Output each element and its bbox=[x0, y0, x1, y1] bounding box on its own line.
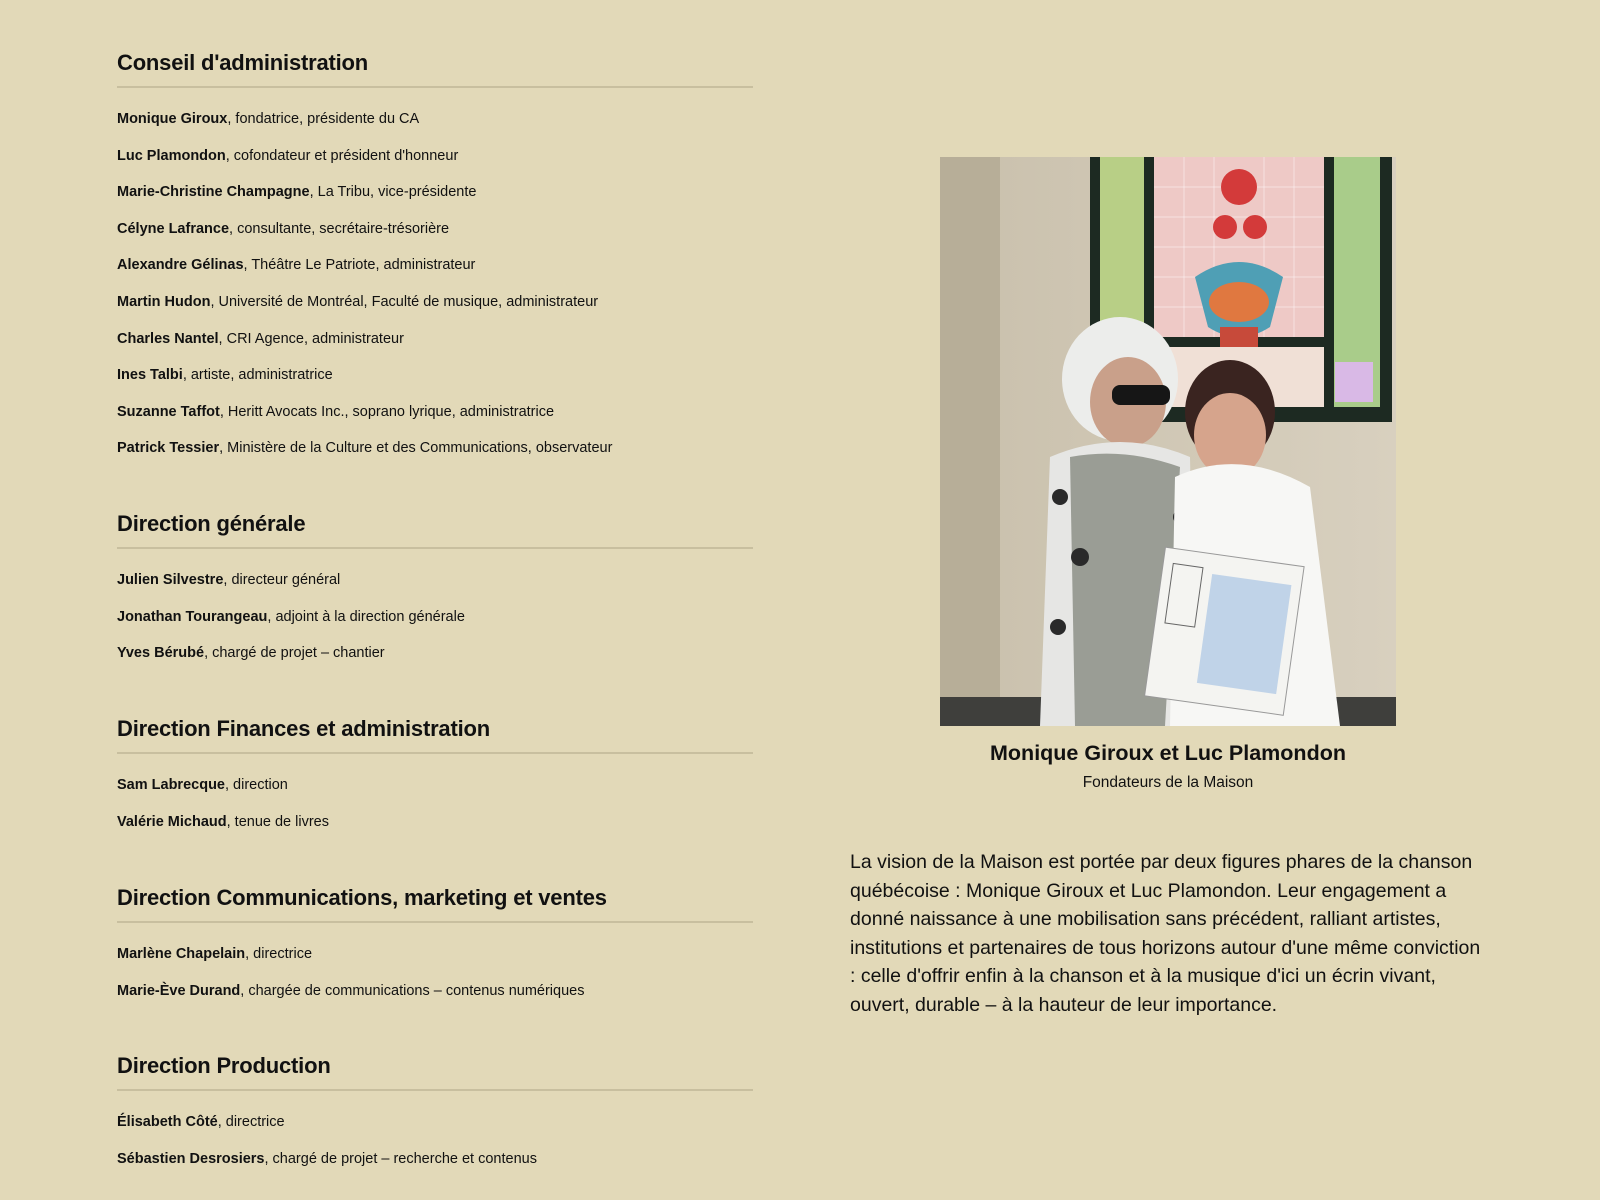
member-list bbox=[117, 767, 753, 840]
member-item bbox=[117, 247, 753, 284]
member-role: , Théâtre Le Patriote, administrateur bbox=[243, 257, 476, 274]
section-direction-communications bbox=[117, 885, 753, 1009]
member-item bbox=[117, 562, 753, 599]
member-role: , tenue de livres bbox=[226, 813, 329, 830]
member-item bbox=[117, 394, 753, 431]
member-name: Jonathan Tourangeau bbox=[117, 608, 268, 625]
member-role: , chargée de communications – contenus numériques bbox=[240, 982, 585, 999]
member-name: Yves Bérubé bbox=[117, 645, 205, 662]
section-direction-production bbox=[117, 1053, 753, 1177]
member-role: , chargé de projet – chantier bbox=[204, 645, 385, 662]
member-name: Alexandre Gélinas bbox=[117, 257, 244, 274]
section-title: Direction Finances et administration bbox=[117, 716, 753, 754]
member-item bbox=[117, 1104, 753, 1141]
member-item bbox=[117, 599, 753, 636]
section-title: Direction Production bbox=[117, 1053, 753, 1091]
photo-caption-role: Fondateurs de la Maison bbox=[1082, 774, 1254, 791]
member-name: Célyne Lafrance bbox=[117, 220, 230, 237]
member-role: , adjoint à la direction générale bbox=[267, 608, 465, 625]
member-name: Charles Nantel bbox=[117, 330, 219, 347]
member-item bbox=[117, 138, 753, 175]
member-list bbox=[117, 101, 753, 467]
member-name: Monique Giroux bbox=[117, 111, 228, 127]
member-name: Valérie Michaud bbox=[117, 813, 227, 830]
member-list bbox=[117, 936, 753, 1009]
section-direction-finances bbox=[117, 716, 753, 840]
member-item bbox=[117, 357, 753, 394]
member-list bbox=[117, 562, 753, 672]
member-name: Patrick Tessier bbox=[117, 440, 220, 457]
member-role: , direction bbox=[225, 777, 288, 793]
photo-caption-name: Monique Giroux et Luc Plamondon bbox=[990, 741, 1346, 765]
member-name: Martin Hudon bbox=[117, 293, 211, 310]
vision-paragraph: La vision de la Maison est portée par deux figures phares de la chanson québécoise : Monique Giroux et Luc Plamondon. Leur engagement a donné naissance à une mobilisation sans précédent, ralliant artistes, institutions et partenaires de tous horizons autour d'une même conviction : celle d'offrir enfin à la chanson et à la musique d'ici un écrin vivant, ouvert, durable – à la hauteur de leur importance. bbox=[850, 851, 1481, 1016]
member-role: , Université de Montréal, Faculté de musique, administrateur bbox=[210, 293, 599, 310]
section-direction-generale bbox=[117, 511, 753, 672]
member-item bbox=[117, 936, 753, 973]
member-role: , directeur général bbox=[223, 572, 341, 588]
member-item bbox=[117, 973, 753, 1010]
section-title: Conseil d'administration bbox=[117, 50, 753, 88]
member-role: , Ministère de la Culture et des Communications, observateur bbox=[219, 440, 613, 457]
member-role: , Heritt Avocats Inc., soprano lyrique, administratrice bbox=[219, 403, 555, 420]
member-item bbox=[117, 174, 753, 211]
founders-photo bbox=[940, 157, 1396, 726]
member-item bbox=[117, 430, 753, 467]
member-item bbox=[117, 804, 753, 841]
member-item bbox=[117, 767, 753, 804]
member-role: , directrice bbox=[245, 946, 313, 962]
member-role: , artiste, administratrice bbox=[182, 367, 333, 384]
member-role: , chargé de projet – recherche et contenus bbox=[264, 1150, 537, 1167]
member-list bbox=[117, 1104, 753, 1177]
member-role: , CRI Agence, administrateur bbox=[218, 330, 404, 347]
member-role: , directrice bbox=[217, 1114, 285, 1130]
member-item bbox=[117, 1141, 753, 1178]
member-role: , cofondateur et président d'honneur bbox=[225, 147, 459, 164]
member-role: , La Tribu, vice-présidente bbox=[309, 184, 477, 201]
member-item bbox=[117, 635, 753, 672]
member-name: Marlène Chapelain bbox=[117, 946, 246, 962]
member-name: Julien Silvestre bbox=[117, 572, 224, 588]
member-name: Marie-Ève Durand bbox=[117, 982, 241, 999]
section-title: Direction Communications, marketing et ventes bbox=[117, 885, 753, 923]
member-item bbox=[117, 101, 753, 138]
section-title: Direction générale bbox=[117, 511, 753, 549]
member-role: , fondatrice, présidente du CA bbox=[227, 111, 420, 127]
member-name: Ines Talbi bbox=[117, 367, 183, 384]
member-item bbox=[117, 321, 753, 358]
member-item bbox=[117, 211, 753, 248]
section-conseil-administration bbox=[117, 50, 753, 467]
member-name: Marie-Christine Champagne bbox=[117, 184, 310, 201]
member-name: Sam Labrecque bbox=[117, 777, 225, 793]
member-role: , consultante, secrétaire-trésorière bbox=[229, 220, 450, 237]
founders-photo-illustration bbox=[940, 157, 1396, 726]
member-item bbox=[117, 284, 753, 321]
member-name: Luc Plamondon bbox=[117, 147, 226, 164]
member-name: Élisabeth Côté bbox=[117, 1114, 218, 1130]
member-name: Sébastien Desrosiers bbox=[117, 1150, 265, 1167]
member-name: Suzanne Taffot bbox=[117, 403, 220, 420]
